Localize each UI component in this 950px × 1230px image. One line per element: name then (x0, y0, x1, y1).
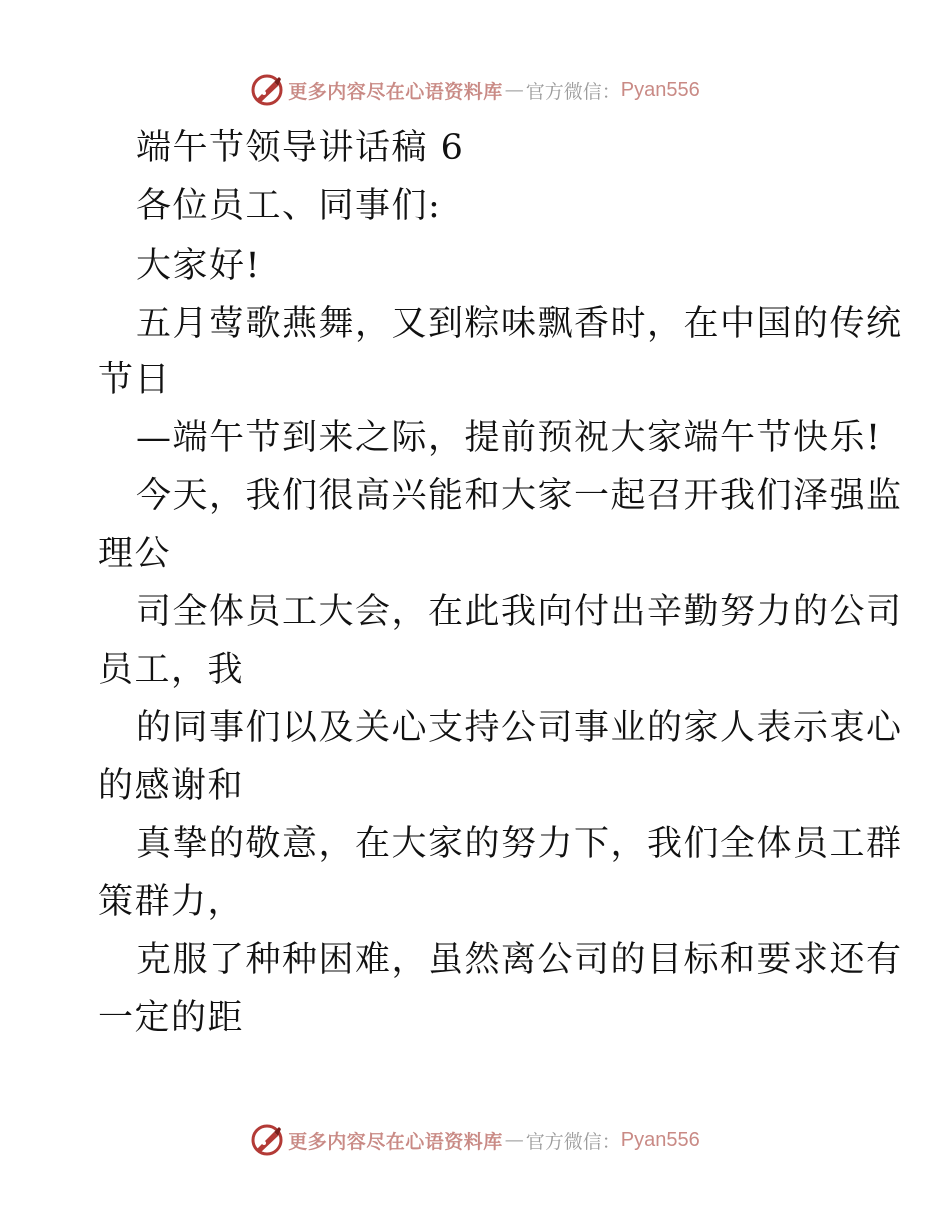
paragraph-line: 节日 (98, 360, 172, 400)
banner-text: 更多内容尽在心语资料库 (288, 1130, 503, 1153)
paragraph-line: 的同事们以及关心支持公司事业的家人表示衷心 (136, 708, 903, 748)
banner-separator: — (504, 1129, 524, 1151)
quill-seal-icon (250, 73, 284, 107)
banner-separator: — (504, 79, 524, 101)
paragraph-line: 的感谢和 (98, 766, 245, 806)
banner-wechat-id: Pyan556 (620, 78, 700, 101)
salutation: 各位员工、同事们: (136, 186, 442, 226)
paragraph-line: 真挚的敬意，在大家的努力下，我们全体员工群 (136, 824, 903, 864)
paragraph-line: 理公 (98, 534, 172, 574)
paragraph-line: —端午节到来之际，提前预祝大家端午节快乐! (136, 418, 882, 458)
quill-seal-icon (250, 1123, 284, 1157)
header-banner (0, 70, 950, 110)
banner-text: 更多内容尽在心语资料库 (288, 80, 503, 103)
paragraph-line: 克服了种种困难，虽然离公司的目标和要求还有 (136, 940, 903, 980)
banner-wechat-id: Pyan556 (620, 1128, 700, 1151)
paragraph-line: 今天，我们很高兴能和大家一起召开我们泽强监 (136, 476, 903, 516)
document-title: 端午节领导讲话稿 6 (136, 128, 465, 168)
paragraph-line: 一定的距 (98, 998, 245, 1038)
greeting: 大家好! (136, 246, 262, 286)
banner-wechat-label: 官方微信： (525, 80, 621, 103)
banner-wechat-label: 官方微信： (525, 1130, 621, 1153)
paragraph-line: 员工，我 (98, 650, 245, 690)
footer-banner (0, 1120, 950, 1160)
paragraph-line: 策群力， (98, 882, 245, 922)
paragraph-line: 五月莺歌燕舞，又到粽味飘香时，在中国的传统 (136, 304, 903, 344)
paragraph-line: 司全体员工大会，在此我向付出辛勤努力的公司 (136, 592, 903, 632)
